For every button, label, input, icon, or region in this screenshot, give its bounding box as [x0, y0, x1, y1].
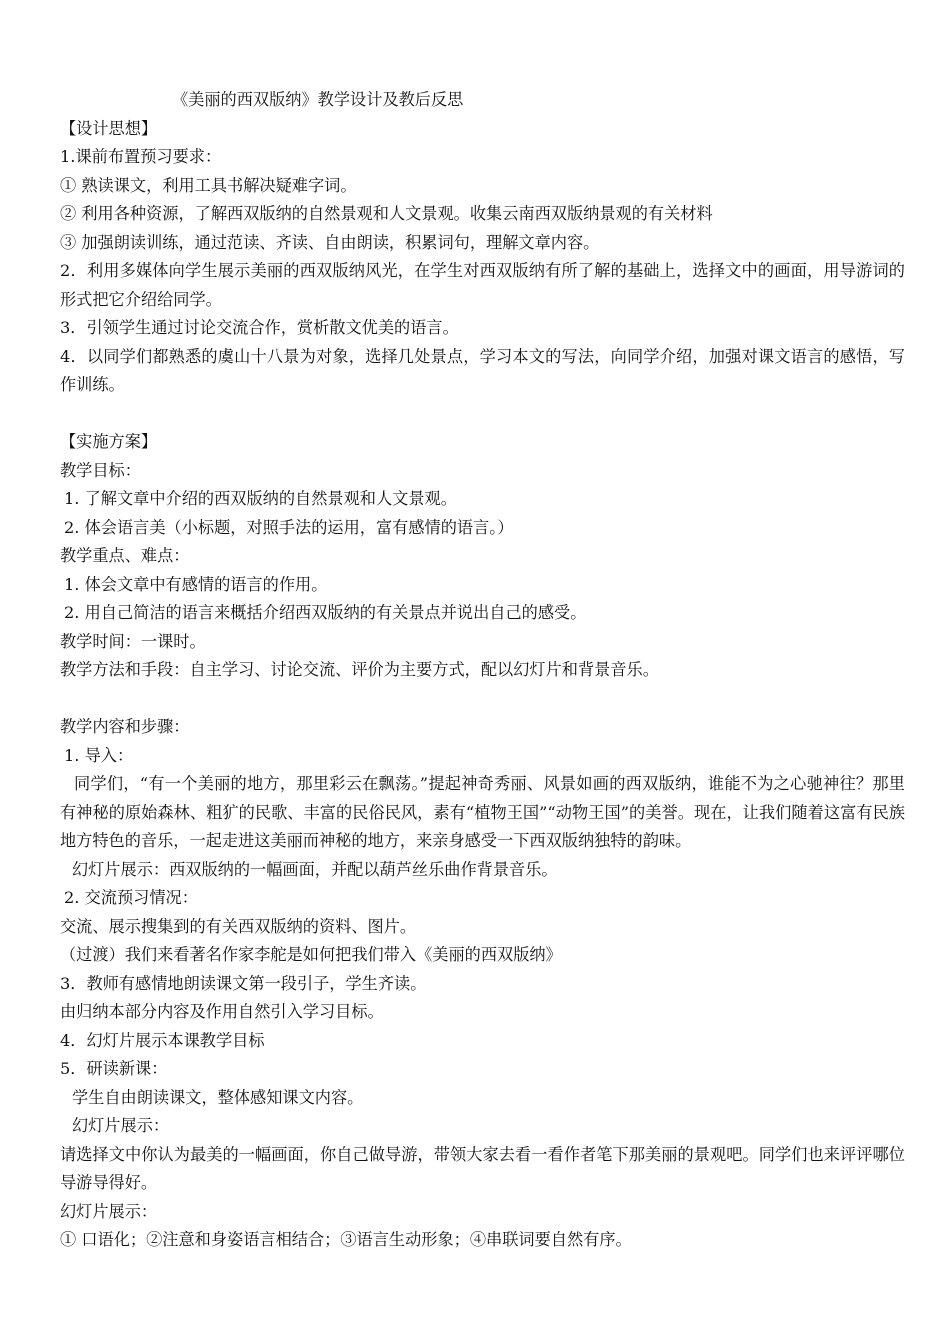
document-page [60, 86, 905, 1255]
design-heading: 【设计思想】 [60, 118, 158, 138]
step-5-task: 请选择文中你认为最美的一幅画面，你自己做导游，带领大家去看一看作者笔下那美丽的景观吧。同学们也来评评哪位导游导得好。 [60, 1144, 905, 1192]
step-3-heading: 3．教师有感情地朗读课文第一段引子，学生齐读。 [60, 973, 427, 993]
design-item-1c: ③ 加强朗读训练，通过范读、齐读、自由朗读，积累词句，理解文章内容。 [60, 232, 600, 252]
step-5-slide-label-2: 幻灯片展示： [60, 1201, 158, 1221]
steps-label: 教学内容和步骤： [60, 717, 190, 736]
spacer [60, 400, 905, 429]
design-item-1a: ① 熟读课文，利用工具书解决疑难字词。 [60, 175, 357, 195]
key-point-2: 2. 用自己简洁的语言来概括介绍西双版纳的有关景点并说出自己的感受。 [64, 603, 587, 622]
step-5-slide-label: 幻灯片展示： [72, 1116, 170, 1135]
step-5-heading: 5．研读新课： [60, 1059, 168, 1078]
step-1-heading: 1. 导入： [64, 745, 134, 765]
goal-item-2: 2. 体会语言美（小标题，对照手法的运用，富有感情的语言。） [64, 517, 514, 537]
step-2-heading: 2. 交流预习情况： [64, 888, 198, 907]
step-5-text: 学生自由朗读课文，整体感知课文内容。 [72, 1087, 364, 1107]
step-3-text: 由归纳本部分内容及作用自然引入学习目标。 [60, 1002, 384, 1021]
document-title: 《美丽的西双版纳》教学设计及教后反思 [172, 90, 464, 109]
plan-heading: 【实施方案】 [60, 432, 158, 451]
spacer [60, 685, 905, 714]
design-item-4: 4．以同学们都熟悉的虞山十八景为对象，选择几处景点，学习本文的写法，向同学介绍，加强对课文语言的感悟，写作训练。 [60, 346, 905, 394]
design-item-3: 3．引领学生通过讨论交流合作，赏析散文优美的语言。 [60, 318, 459, 337]
design-item-2: 2．利用多媒体向学生展示美丽的西双版纳风光，在学生对西双版纳有所了解的基础上，选择文中的画面，用导游词的形式把它介绍给同学。 [60, 261, 905, 309]
goal-item-1: 1. 了解文章中介绍的西双版纳的自然景观和人文景观。 [64, 489, 457, 508]
step-1-slide: 幻灯片展示：西双版纳的一幅画面，并配以葫芦丝乐曲作背景音乐。 [72, 859, 558, 879]
design-item-1b: ② 利用各种资源，了解西双版纳的自然景观和人文景观。收集云南西双版纳景观的有关材料 [60, 204, 713, 223]
step-2-transition: （过渡）我们来看著名作家李舵是如何把我们带入《美丽的西双版纳》 [60, 945, 562, 964]
step-4-heading: 4．幻灯片展示本课教学目标 [60, 1030, 265, 1050]
step-2-text: 交流、展示搜集到的有关西双版纳的资料、图片。 [60, 916, 417, 936]
step-1-text: 同学们，“有一个美丽的地方，那里彩云在飘荡。”提起神奇秀丽、风景如画的西双版纳，谁能不为之心驰神往？那里有神秘的原始森林、粗犷的民歌、丰富的民俗民风，素有“植物王国”“动物王国”的美誉。现在，让我们随着这富有民族地方特色的音乐，一起走进这美丽而神秘的地方，来亲身感受一下西双版纳独特的韵味。 [60, 774, 905, 850]
teaching-method: 教学方法和手段：自主学习、讨论交流、评价为主要方式，配以幻灯片和背景音乐。 [60, 660, 659, 679]
teaching-time: 教学时间：一课时。 [60, 631, 206, 651]
design-item-1: 1.课前布置预习要求： [60, 147, 222, 166]
goals-label: 教学目标： [60, 460, 141, 480]
key-points-label: 教学重点、难点： [60, 546, 190, 565]
step-5-points: ① 口语化；②注意和身姿语言相结合；③语言生动形象；④串联词要自然有序。 [60, 1230, 632, 1249]
key-point-1: 1. 体会文章中有感情的语言的作用。 [64, 574, 328, 594]
